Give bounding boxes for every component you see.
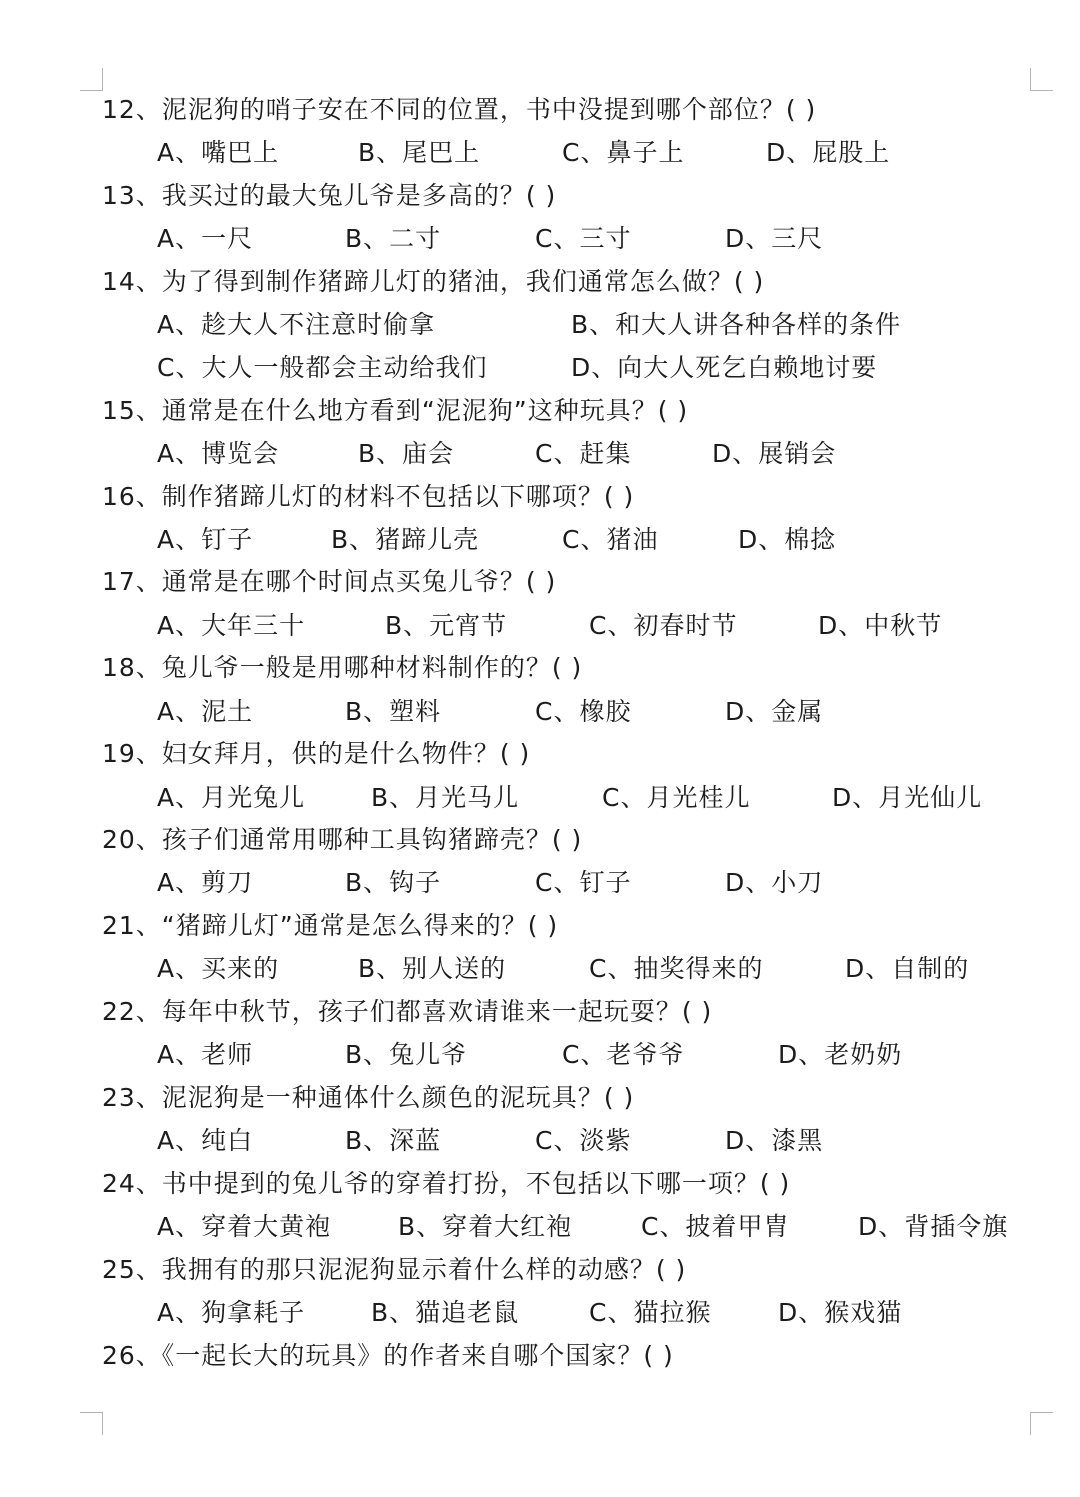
option-20-c: C、钉子 bbox=[535, 868, 632, 897]
option-14-b: B、和大人讲各种各样的条件 bbox=[571, 310, 902, 339]
option-16-b: B、猪蹄儿壳 bbox=[331, 525, 480, 554]
option-24-d: D、背插令旗 bbox=[858, 1212, 1009, 1241]
option-15-a: A、博览会 bbox=[157, 439, 280, 468]
option-22-c: C、老爷爷 bbox=[562, 1040, 685, 1069]
question-22: 22、每年中秋节，孩子们都喜欢请谁来一起玩耍？( ) bbox=[102, 997, 713, 1026]
question-20: 20、孩子们通常用哪种工具钩猪蹄壳？( ) bbox=[102, 825, 583, 854]
option-13-a: A、一尺 bbox=[157, 224, 254, 253]
option-15-d: D、展销会 bbox=[712, 439, 837, 468]
option-21-b: B、别人送的 bbox=[358, 954, 507, 983]
option-13-b: B、二寸 bbox=[345, 224, 442, 253]
option-17-a: A、大年三十 bbox=[157, 611, 306, 640]
option-22-d: D、老奶奶 bbox=[778, 1040, 903, 1069]
question-18: 18、兔儿爷一般是用哪种材料制作的？( ) bbox=[102, 653, 583, 682]
question-16: 16、制作猪蹄儿灯的材料不包括以下哪项？( ) bbox=[102, 482, 635, 511]
option-19-a: A、月光兔儿 bbox=[157, 783, 306, 812]
crop-mark-bottom-left bbox=[80, 1412, 103, 1435]
question-23: 23、泥泥狗是一种通体什么颜色的泥玩具？( ) bbox=[102, 1083, 635, 1112]
option-25-a: A、狗拿耗子 bbox=[157, 1298, 306, 1327]
option-17-b: B、元宵节 bbox=[385, 611, 508, 640]
option-18-a: A、泥土 bbox=[157, 697, 254, 726]
option-18-c: C、橡胶 bbox=[535, 697, 632, 726]
option-21-d: D、自制的 bbox=[845, 954, 970, 983]
crop-mark-bottom-right bbox=[1030, 1412, 1053, 1435]
option-24-a: A、穿着大黄袍 bbox=[157, 1212, 332, 1241]
option-13-c: C、三寸 bbox=[535, 224, 632, 253]
question-21: 21、“猪蹄儿灯”通常是怎么得来的？( ) bbox=[102, 911, 559, 940]
option-22-a: A、老师 bbox=[157, 1040, 254, 1069]
option-18-d: D、金属 bbox=[725, 697, 824, 726]
option-15-b: B、庙会 bbox=[358, 439, 455, 468]
crop-mark-top-left bbox=[80, 68, 103, 91]
option-21-c: C、抽奖得来的 bbox=[589, 954, 764, 983]
option-23-d: D、漆黑 bbox=[725, 1126, 824, 1155]
option-15-c: C、赶集 bbox=[535, 439, 632, 468]
question-15: 15、通常是在什么地方看到“泥泥狗”这种玩具？( ) bbox=[102, 396, 689, 425]
option-18-b: B、塑料 bbox=[345, 697, 442, 726]
option-12-d: D、屁股上 bbox=[766, 138, 891, 167]
option-12-c: C、鼻子上 bbox=[562, 138, 685, 167]
option-24-b: B、穿着大红袍 bbox=[398, 1212, 573, 1241]
option-13-d: D、三尺 bbox=[725, 224, 824, 253]
option-16-c: C、猪油 bbox=[562, 525, 659, 554]
question-13: 13、我买过的最大兔儿爷是多高的？( ) bbox=[102, 181, 557, 210]
option-22-b: B、兔儿爷 bbox=[345, 1040, 468, 1069]
question-17: 17、通常是在哪个时间点买兔儿爷？( ) bbox=[102, 567, 557, 596]
question-26: 26、《一起长大的玩具》的作者来自哪个国家？( ) bbox=[102, 1341, 674, 1370]
option-23-c: C、淡紫 bbox=[535, 1126, 632, 1155]
option-19-b: B、月光马儿 bbox=[371, 783, 520, 812]
option-25-c: C、猫拉猴 bbox=[589, 1298, 712, 1327]
option-12-b: B、尾巴上 bbox=[358, 138, 481, 167]
option-17-c: C、初春时节 bbox=[589, 611, 738, 640]
option-25-d: D、猴戏猫 bbox=[778, 1298, 903, 1327]
question-19: 19、妇女拜月，供的是什么物件？( ) bbox=[102, 739, 531, 768]
question-14: 14、为了得到制作猪蹄儿灯的猪油，我们通常怎么做？( ) bbox=[102, 267, 765, 296]
question-25: 25、我拥有的那只泥泥狗显示着什么样的动感？( ) bbox=[102, 1255, 687, 1284]
option-14-a: A、趁大人不注意时偷拿 bbox=[157, 310, 436, 339]
option-14-c: C、大人一般都会主动给我们 bbox=[157, 353, 488, 382]
option-21-a: A、买来的 bbox=[157, 954, 280, 983]
option-20-b: B、钩子 bbox=[345, 868, 442, 897]
option-17-d: D、中秋节 bbox=[818, 611, 943, 640]
question-12: 12、泥泥狗的哨子安在不同的位置，书中没提到哪个部位？( ) bbox=[102, 95, 817, 124]
option-23-b: B、深蓝 bbox=[345, 1126, 442, 1155]
option-20-d: D、小刀 bbox=[725, 868, 824, 897]
option-14-d: D、向大人死乞白赖地讨要 bbox=[571, 353, 878, 382]
option-12-a: A、嘴巴上 bbox=[157, 138, 280, 167]
crop-mark-top-right bbox=[1030, 68, 1053, 91]
option-16-d: D、棉捻 bbox=[738, 525, 837, 554]
option-24-c: C、披着甲胄 bbox=[641, 1212, 790, 1241]
option-16-a: A、钉子 bbox=[157, 525, 254, 554]
option-23-a: A、纯白 bbox=[157, 1126, 254, 1155]
option-19-c: C、月光桂儿 bbox=[602, 783, 751, 812]
option-20-a: A、剪刀 bbox=[157, 868, 254, 897]
option-19-d: D、月光仙儿 bbox=[832, 783, 983, 812]
option-25-b: B、猫追老鼠 bbox=[371, 1298, 520, 1327]
question-24: 24、书中提到的兔儿爷的穿着打扮，不包括以下哪一项？( ) bbox=[102, 1169, 791, 1198]
